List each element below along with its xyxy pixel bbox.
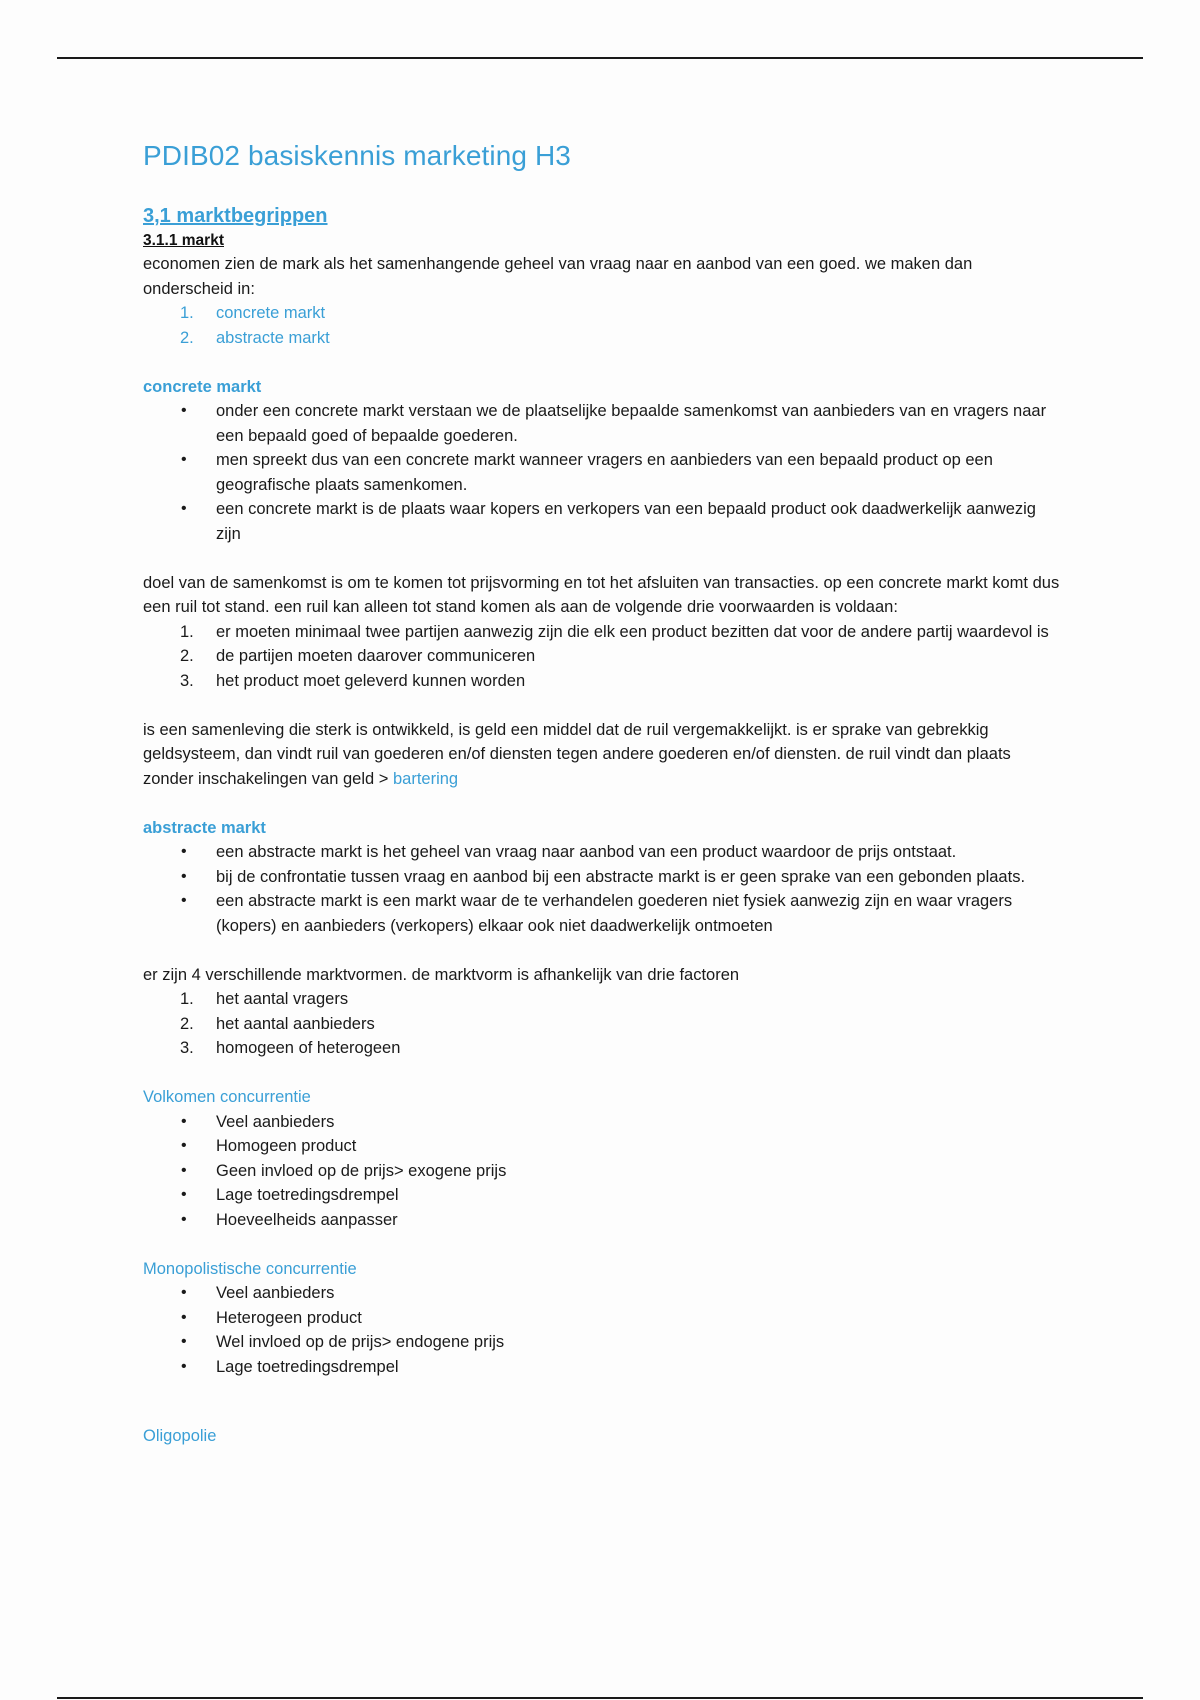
oligopolie-heading: Oligopolie <box>143 1426 217 1445</box>
footer-rule <box>57 1697 1143 1699</box>
list-item: 1. het aantal vragers <box>180 990 349 1008</box>
list-item: • Wel invloed op de prijs> endogene prijs <box>181 1333 505 1351</box>
volkomen-bullets <box>143 1110 1063 1233</box>
page-title: PDIB02 basiskennis marketing H3 <box>143 140 571 171</box>
intro-paragraph: economen zien de mark als het samenhangende geheel van vraag naar en aanbod van een goed. we maken dan onderscheid in: <box>143 255 973 298</box>
list-item: • Hoeveelheids aanpasser <box>181 1210 398 1229</box>
list-item: • Lage toetredingsdrempel <box>181 1186 399 1204</box>
section-heading: 3,1 marktbegrippen <box>143 205 328 227</box>
monopolistisch-bullets <box>143 1281 1063 1379</box>
conditions-list <box>143 620 1063 694</box>
concrete-bullets <box>143 399 1063 546</box>
list-item: • een abstracte markt is een markt waar de te verhandelen goederen niet fysiek aanwezig zijn en waar vragers (kopers) en aanbieders (verkopers) elkaar ook niet daadwerkelijk ontmoeten <box>181 892 1013 935</box>
subsection-heading: 3.1.1 markt <box>143 232 224 249</box>
list-item: • een concrete markt is de plaats waar kopers en verkopers van een bepaald product ook daadwerkelijk aanwezig zijn <box>181 500 1036 543</box>
list-item: • Heterogeen product <box>181 1308 362 1327</box>
list-item: 1. concrete markt <box>180 304 326 322</box>
list-item: 2. de partijen moeten daarover communiceren <box>180 647 536 665</box>
list-item: • men spreekt dus van een concrete markt wanneer vragers en aanbieders van een bepaald product op een geografische plaats samenkomen. <box>181 451 993 494</box>
header-rule <box>57 57 1143 59</box>
document-page <box>143 140 1063 1448</box>
abstract-heading: abstracte markt <box>143 818 266 837</box>
list-item: • bij de confrontatie tussen vraag en aanbod bij een abstracte markt is er geen sprake van een gebonden plaats. <box>181 867 1026 886</box>
market-forms-intro: er zijn 4 verschillende marktvormen. de marktvorm is afhankelijk van drie factoren <box>143 965 740 984</box>
list-item: 2. het aantal aanbieders <box>180 1014 375 1033</box>
list-item: • Veel aanbieders <box>181 1112 335 1131</box>
exchange-paragraph: doel van de samenkomst is om te komen tot prijsvorming en tot het afsluiten van transacties. op een concrete markt komt dus een ruil tot stand. een ruil kan alleen tot stand komen als aan de volgende drie voorwaarden is voldaan: <box>143 573 1060 616</box>
volkomen-heading: Volkomen concurrentie <box>143 1088 311 1106</box>
list-item: • Geen invloed op de prijs> exogene prijs <box>181 1161 507 1180</box>
list-item: 2. abstracte markt <box>180 328 330 347</box>
list-item: • onder een concrete markt verstaan we de plaatselijke bepaalde samenkomst van aanbieders van en vragers naar een bepaald goed of bepaalde goederen. <box>181 402 1047 445</box>
bartering-term: bartering <box>392 769 459 788</box>
market-types-list <box>143 301 1063 350</box>
money-paragraph: is een samenleving die sterk is ontwikkeld, is geld een middel dat de ruil vergemakkelijkt. is er sprake van gebrekkig geldsysteem, dan vindt ruil van goederen en/of diensten tegen andere goederen en/of diensten. de ruil vindt dan plaats zonder inschakelingen van geld > bartering <box>143 720 1011 788</box>
list-item: • Homogeen product <box>181 1137 357 1155</box>
monopolistisch-heading: Monopolistische concurrentie <box>143 1259 357 1278</box>
concrete-heading: concrete markt <box>143 377 262 396</box>
abstract-bullets <box>143 840 1063 938</box>
list-item: 3. homogeen of heterogeen <box>180 1039 401 1057</box>
list-item: • Veel aanbieders <box>181 1284 335 1302</box>
factors-list <box>143 987 1063 1061</box>
list-item: • Lage toetredingsdrempel <box>181 1357 399 1376</box>
list-item: 3. het product moet geleverd kunnen worden <box>180 671 526 690</box>
list-item: 1. er moeten minimaal twee partijen aanwezig zijn die elk een product bezitten dat voor de andere partij waardevol is <box>180 622 1049 641</box>
list-item: • een abstracte markt is het geheel van vraag naar aanbod van een product waardoor de prijs ontstaat. <box>181 843 957 861</box>
